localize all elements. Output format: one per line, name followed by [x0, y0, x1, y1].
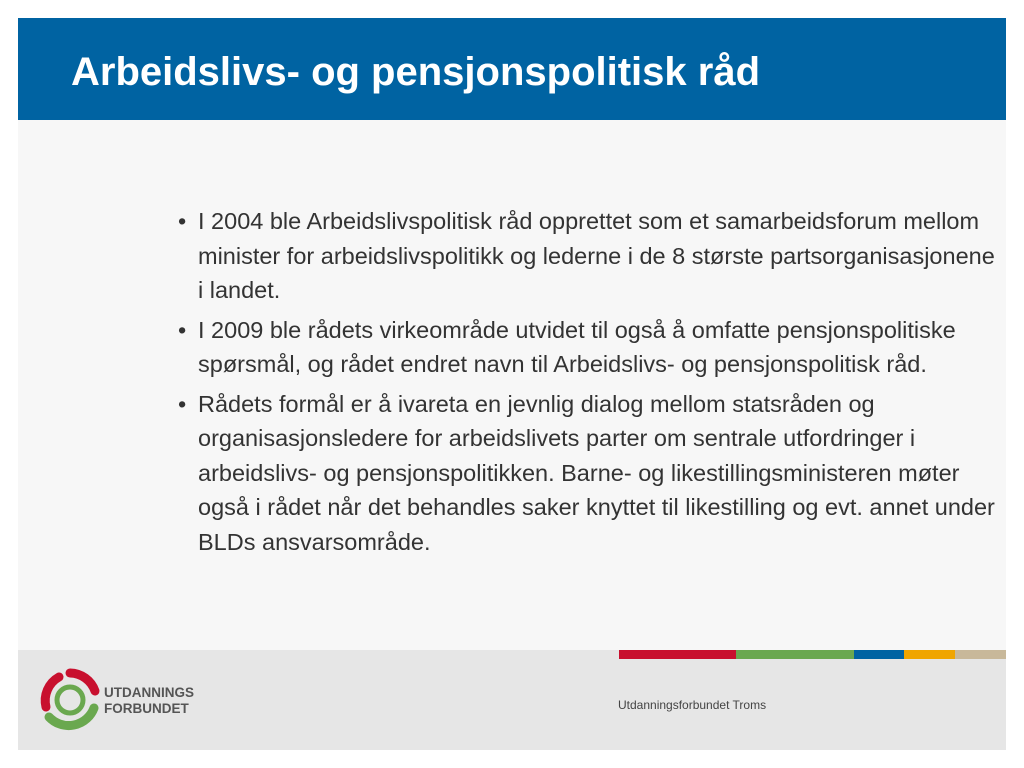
bullet-item	[175, 313, 995, 382]
bullet-mark: •	[178, 316, 187, 343]
stripe-yellow	[904, 650, 955, 659]
bullet-mark: •	[178, 390, 187, 417]
bullet-mark: •	[178, 208, 187, 234]
bullet-item	[175, 387, 995, 560]
stripe-beige	[955, 650, 1006, 659]
bullet-item	[175, 204, 995, 308]
bullet-list	[175, 204, 995, 564]
stripe-red	[619, 650, 736, 659]
footer-organization-text: Utdanningsforbundet Troms	[618, 698, 767, 712]
color-stripe	[619, 650, 1006, 659]
logo-line-1: UTDANNINGS	[104, 685, 194, 700]
stripe-green	[736, 650, 854, 659]
stripe-blue	[854, 650, 904, 659]
bullet-text: I 2009 ble rådets virkeområde utvidet til også å omfatte pensjonspolitiske spørsmål, og rådet endret navn til Arbeidslivs- og pensjonspolitisk råd.	[198, 316, 956, 377]
slide-title: Arbeidslivs- og pensjonspolitisk råd	[71, 50, 761, 94]
bullet-text: I 2004 ble Arbeidslivspolitisk råd opprettet som et samarbeidsforum mellom minister for arbeidslivspolitikk og lederne i de 8 største partsorganisasjonene i landet.	[198, 208, 995, 303]
slide	[18, 18, 1006, 750]
organization-logo	[37, 665, 217, 735]
bullet-text: Rådets formål er å ivareta en jevnlig dialog mellom statsråden og organisasjonsledere for arbeidslivets parter om sentrale utfordringer i arbeidslivs- og pensjonspolitikken. Barne- og likestillingsministeren møter også i rådet når det behandles saker knyttet til likestilling og evt. annet under BLDs ansvarsområde.	[198, 390, 995, 555]
logo-line-2: FORBUNDET	[104, 701, 189, 716]
title-bar	[18, 18, 1006, 120]
ring-logo-icon	[45, 673, 95, 726]
